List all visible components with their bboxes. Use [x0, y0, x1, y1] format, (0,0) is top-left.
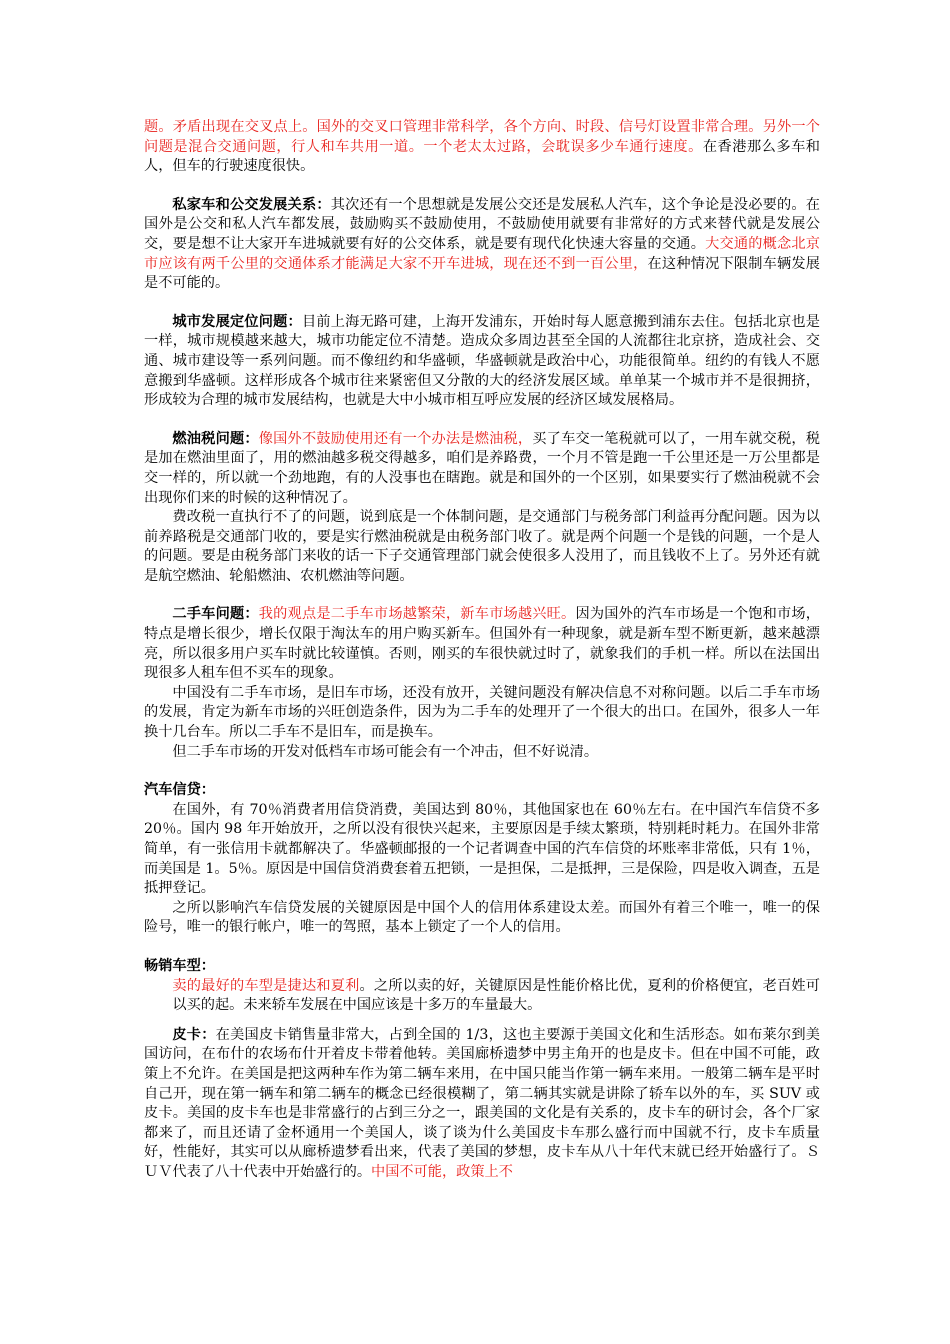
highlighted-text: 卖的最好的车型是捷达和夏利: [172, 977, 360, 994]
body-text: 其次还有一个思想就是发展公交还是发展私人汽车，这个争论是没必要的。在国外是公交和私人汽车都发展，鼓励购买不鼓励使用，不鼓励使用就要有非常好的方式来替代就是发展公交，要是想不让大家开车进城就要有好的公交体系，就是要有现代化快速大容量的交通。: [144, 196, 820, 252]
highlighted-text: 像国外不鼓励使用还有一个办法是燃油税，: [258, 430, 533, 447]
paragraph-used-car: [144, 605, 820, 683]
highlighted-text: 我的观点是二手车市场越繁荣，新车市场越兴旺。: [258, 606, 576, 623]
highlighted-text: 中国不可能，政策上不: [371, 1163, 513, 1180]
paragraph-traffic-intersection: [144, 118, 820, 177]
section-heading: 二手车问题：: [172, 606, 259, 623]
highlighted-text: 大交通的概念北京市应该有两千公里的交通体系才能满足大家不开车进城，现在还不到一百公里，: [144, 235, 820, 272]
highlighted-text: 题。矛盾出现在交叉点上。国外的交叉口管理非常科学，各个方向、时段、信号灯设置非常合理。另外一个问题是混合交通问题，行人和车共用一道。一个老太太过路，会耽误多少车通行速度。: [144, 119, 820, 155]
section-heading-best-selling: 畅销车型：: [144, 957, 215, 974]
section-heading-auto-credit: 汽车信贷：: [144, 782, 215, 799]
paragraph-fee-to-tax: 费改税一直执行不了的问题，说到底是一个体制问题，是交通部门与税务部门利益再分配问题。因为以前养路税是交通部门收的，要是实行燃油税就是由税务部门收了。就是两个问题一个是钱的问题，一个是人的问题。要是由税务部门来收的话一下子交通管理部门就会使很多人没用了，而且钱收不上了。另外还有就是航空燃油、轮船燃油、农机燃油等问题。: [144, 509, 820, 584]
body-text: 。之所以卖的好，关键原因是性能价格比优，夏利的价格便宜，老百姓可以买的起。未来轿车发展在中国应该是十多万的车量最大。: [172, 977, 820, 1014]
section-heading: 城市发展定位问题：: [172, 313, 302, 330]
paragraph-used-car-impact: 但二手车市场的开发对低档车市场可能会有一个冲击，但不好说清。: [172, 743, 599, 760]
section-heading: 私家车和公交发展关系：: [172, 196, 331, 213]
section-heading: 皮卡：: [172, 1026, 216, 1043]
body-text: 目前上海无路可建，上海开发浦东，开始时每人愿意搬到浦东去住。包括北京也是一样，城市规模越来越大，城市功能定位不清楚。造成众多周边甚至全国的人流都往北京挤，造成社会、交通、城市建设等一系列问题。而不像纽约和华盛顿，华盛顿就是政治中心，功能很简单。纽约的有钱人不愿意搬到华盛顿。这样形成各个城市往来紧密但又分散的大的经济发展区域。单单某一个城市并不是很拥挤，形成较为合理的城市发展结构，也就是大中小城市相互呼应发展的经济区域发展格局。: [144, 313, 820, 409]
document-page: [144, 118, 820, 1183]
paragraph-auto-credit: 在国外，有 70％消费者用信贷消费，美国达到 80％，其他国家也在 60％左右。在中国汽车信贷不多 20％。国内 98 年开始放开，之所以没有很快兴起来，主要原因是手续太繁琐，特别耗时耗力。在国外非常简单，有一张信用卡就都解决了。华盛顿邮报的一个记者调查中国的汽车信贷的坏账率非常低，只有 1％，而美国是 1。5％。原因是中国信贷消费套着五把锁，一是担保，二是抵押，三是保险，四是收入调查，五是抵押登记。: [144, 801, 820, 897]
paragraph-best-selling: [172, 977, 820, 1016]
section-heading: 燃油税问题：: [172, 430, 259, 447]
body-text: 买了车交一笔税就可以了，一用车就交税，税是加在燃油里面了，用的燃油越多税交得越多，咱们是养路费，一个月不管是跑一千公里还是一万公里都是交一样的，所以就一个劲地跑，有的人没事也在瞎跑。就是和国外的一个区别，如果要实行了燃油税就不会出现你们来的时候的这种情况了。: [144, 430, 820, 506]
body-text: 因为国外的汽车市场是一个饱和市场，特点是增长很少，增长仅限于淘汰车的用户购买新车。但国外有一种现象，就是新车型不断更新，越来越漂亮，所以很多用户买车时就比较谨慎。否则，刚买的车很快就过时了，就象我们的手机一样。所以在法国出现很多人租车但不买车的现象。: [144, 606, 820, 682]
paragraph-fuel-tax: [144, 430, 820, 508]
paragraph-pickup: [144, 1026, 820, 1183]
paragraph-credit-system: 之所以影响汽车信贷发展的关键原因是中国个人的信用体系建设太差。而国外有着三个唯一，唯一的保险号，唯一的银行帐户，唯一的驾照，基本上锁定了一个人的信用。: [144, 899, 820, 936]
body-text: 在这种情况下限制车辆发展是不可能的。: [144, 255, 820, 292]
body-text: 在美国皮卡销售量非常大，占到全国的 1/3，这也主要源于美国文化和生活形态。如布莱尔到美国访问，在布什的农场布什开着皮卡带着他转。美国廊桥遗梦中男主角开的也是皮卡。但在中国不可能，政策上不允许。在美国是把这两种车作为第二辆车来用，在中国只能当作第一辆车来用。一般第二辆车是平时自己开，现在第一辆车和第二辆车的概念已经很模糊了，第二辆其实就是讲除了轿车以外的车，买 SUV 或皮卡。美国的皮卡车也是非常盛行的占到三分之一，跟美国的文化是有关系的，皮卡车的研讨会，各个厂家都来了，而且还请了金杯通用一个美国人，谈了谈为什么美国皮卡车那么盛行而中国就不行，皮卡车质量好，性能好，其实可以从廊桥遗梦看出来，代表了美国的梦想，皮卡车从八十年代末就已经开始盛行了。ＳＵＶ代表了八十代表中开始盛行的。: [144, 1026, 820, 1180]
paragraph-used-car-china: 中国没有二手车市场，是旧车市场，还没有放开，关键问题没有解决信息不对称问题。以后二手车市场的发展，肯定为新车市场的兴旺创造条件，因为为二手车的处理开了一个很大的出口。在国外，很多人一年换十几台车。所以二手车不是旧车，而是换车。: [144, 684, 820, 741]
paragraph-private-car-public-transit: [144, 196, 820, 294]
paragraph-city-positioning: [144, 313, 820, 411]
body-text: 在香港那么多车和人，但车的行驶速度很快。: [144, 138, 820, 175]
